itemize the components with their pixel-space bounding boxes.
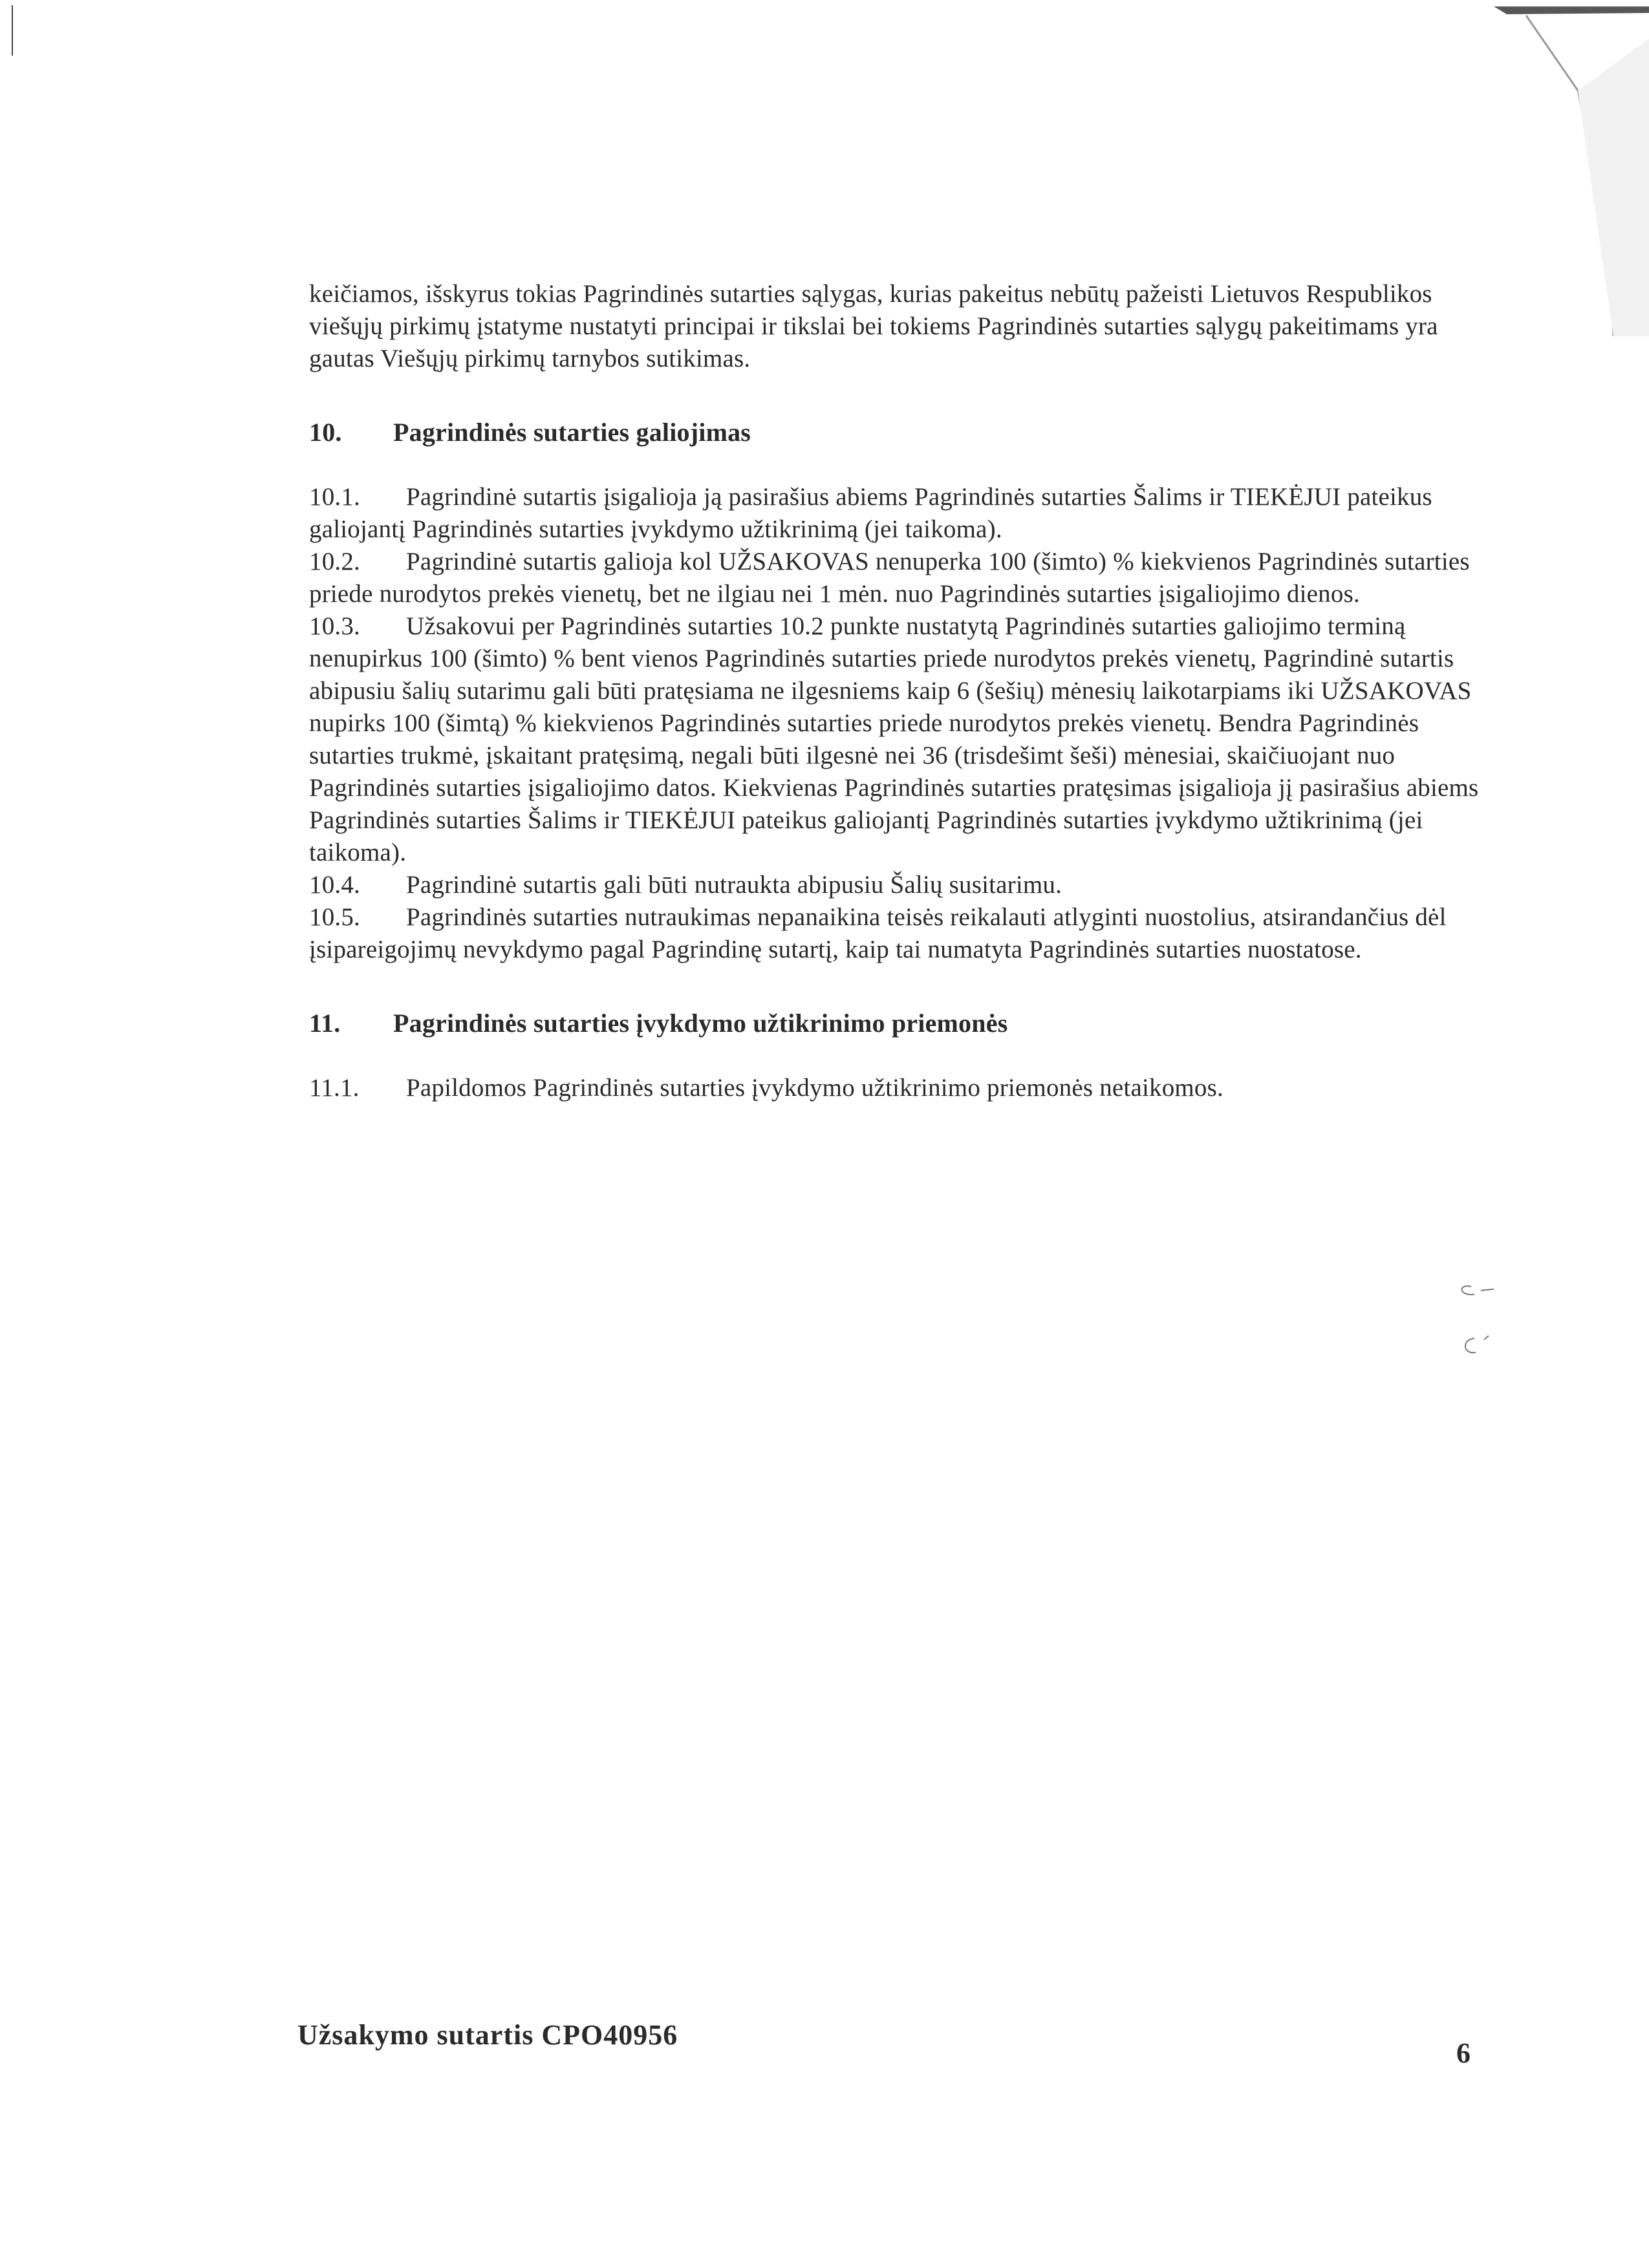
section-10-title: Pagrindinės sutarties galiojimas [393, 418, 751, 447]
clause-10-1 [309, 481, 1505, 546]
section-11-number: 11. [309, 1009, 341, 1038]
clause-number: 10.4. [309, 871, 360, 899]
scan-margin-mark [12, 5, 13, 56]
clause-text: Pagrindinė sutartis įsigalioja ją pasirašius abiems Pagrindinės sutarties Šalims ir TIEKĖJUI pateikus galiojantį Pagrindinės sutarties įvykdymo užtikrinimą (jei taikoma). [309, 483, 1432, 543]
clause-text: Pagrindinė sutartis gali būti nutraukta abipusiu Šalių susitarimu. [406, 871, 1062, 899]
clause-text: Papildomos Pagrindinės sutarties įvykdymo užtikrinimo priemonės netaikomos. [406, 1074, 1223, 1102]
clause-text: Pagrindinė sutartis galioja kol UŽSAKOVAS nenuperka 100 (šimto) % kiekvienos Pagrindinės sutarties priede nurodytos prekės vienetų, bet ne ilgiau nei 1 mėn. nuo Pagrindinės sutarties įsigaliojimo dienos. [309, 548, 1470, 608]
clause-number: 10.1. [309, 483, 360, 511]
clause-10-4 [309, 869, 1505, 901]
section-11-title: Pagrindinės sutarties įvykdymo užtikrinimo priemonės [393, 1009, 1008, 1038]
footer-contract-title: Užsakymo sutartis CPO40956 [297, 2019, 678, 2051]
section-10-heading [309, 416, 1505, 449]
scan-edge-shadow [1481, 0, 1649, 336]
clause-text: Pagrindinės sutarties nutraukimas nepanaikina teisės reikalauti atlyginti nuostolius, atsirandančius dėl įsipareigojimų nevykdymo pagal Pagrindinę sutartį, kaip tai numatyta Pagrindinės sutarties nuostatose. [309, 903, 1447, 963]
clause-11-1 [309, 1072, 1505, 1104]
clause-number: 11.1. [309, 1074, 360, 1102]
clause-10-3 [309, 610, 1505, 869]
clause-number: 10.2. [309, 548, 360, 575]
page-number: 6 [1456, 2037, 1471, 2069]
clause-number: 10.3. [309, 612, 360, 640]
handwritten-marks [1436, 1267, 1533, 1377]
clause-10-5 [309, 901, 1505, 966]
section-11-heading [309, 1007, 1505, 1040]
section-10-number: 10. [309, 418, 342, 447]
clause-text: Užsakovui per Pagrindinės sutarties 10.2 punkte nustatytą Pagrindinės sutarties galiojimo terminą nenupirkus 100 (šimto) % bent vienos Pagrindinės sutarties priede nurodytos prekės vienetų, Pagrindinė sutartis abipusiu šalių sutarimu gali būti pratęsiama ne ilgesniems kaip 6 (šešių) mėnesių laikotarpiams iki UŽSAKOVAS nupirks 100 (šimtą) % kiekvienos Pagrindinės sutarties priede nurodytos prekės vienetų. Bendra Pagrindinės sutarties trukmė, įskaitant pratęsimą, negali būti ilgesnė nei 36 (trisdešimt šeši) mėnesiai, skaičiuojant nuo Pagrindinės sutarties įsigaliojimo datos. Kiekvienas Pagrindinės sutarties pratęsimas įsigalioja jį pasirašius abiems Pagrindinės sutarties Šalims ir TIEKĖJUI pateikus galiojantį Pagrindinės sutarties įvykdymo užtikrinimą (jei taikoma). [309, 612, 1479, 866]
clause-10-2 [309, 546, 1505, 610]
document-body [309, 278, 1505, 1104]
intro-paragraph: keičiamos, išskyrus tokias Pagrindinės sutarties sąlygas, kurias pakeitus nebūtų pažeisti Lietuvos Respublikos viešųjų pirkimų įstatyme nustatyti principai ir tikslai bei tokiems Pagrindinės sutarties sąlygų pakeitimams yra gautas Viešųjų pirkimų tarnybos sutikimas. [309, 280, 1438, 372]
clause-number: 10.5. [309, 903, 360, 931]
